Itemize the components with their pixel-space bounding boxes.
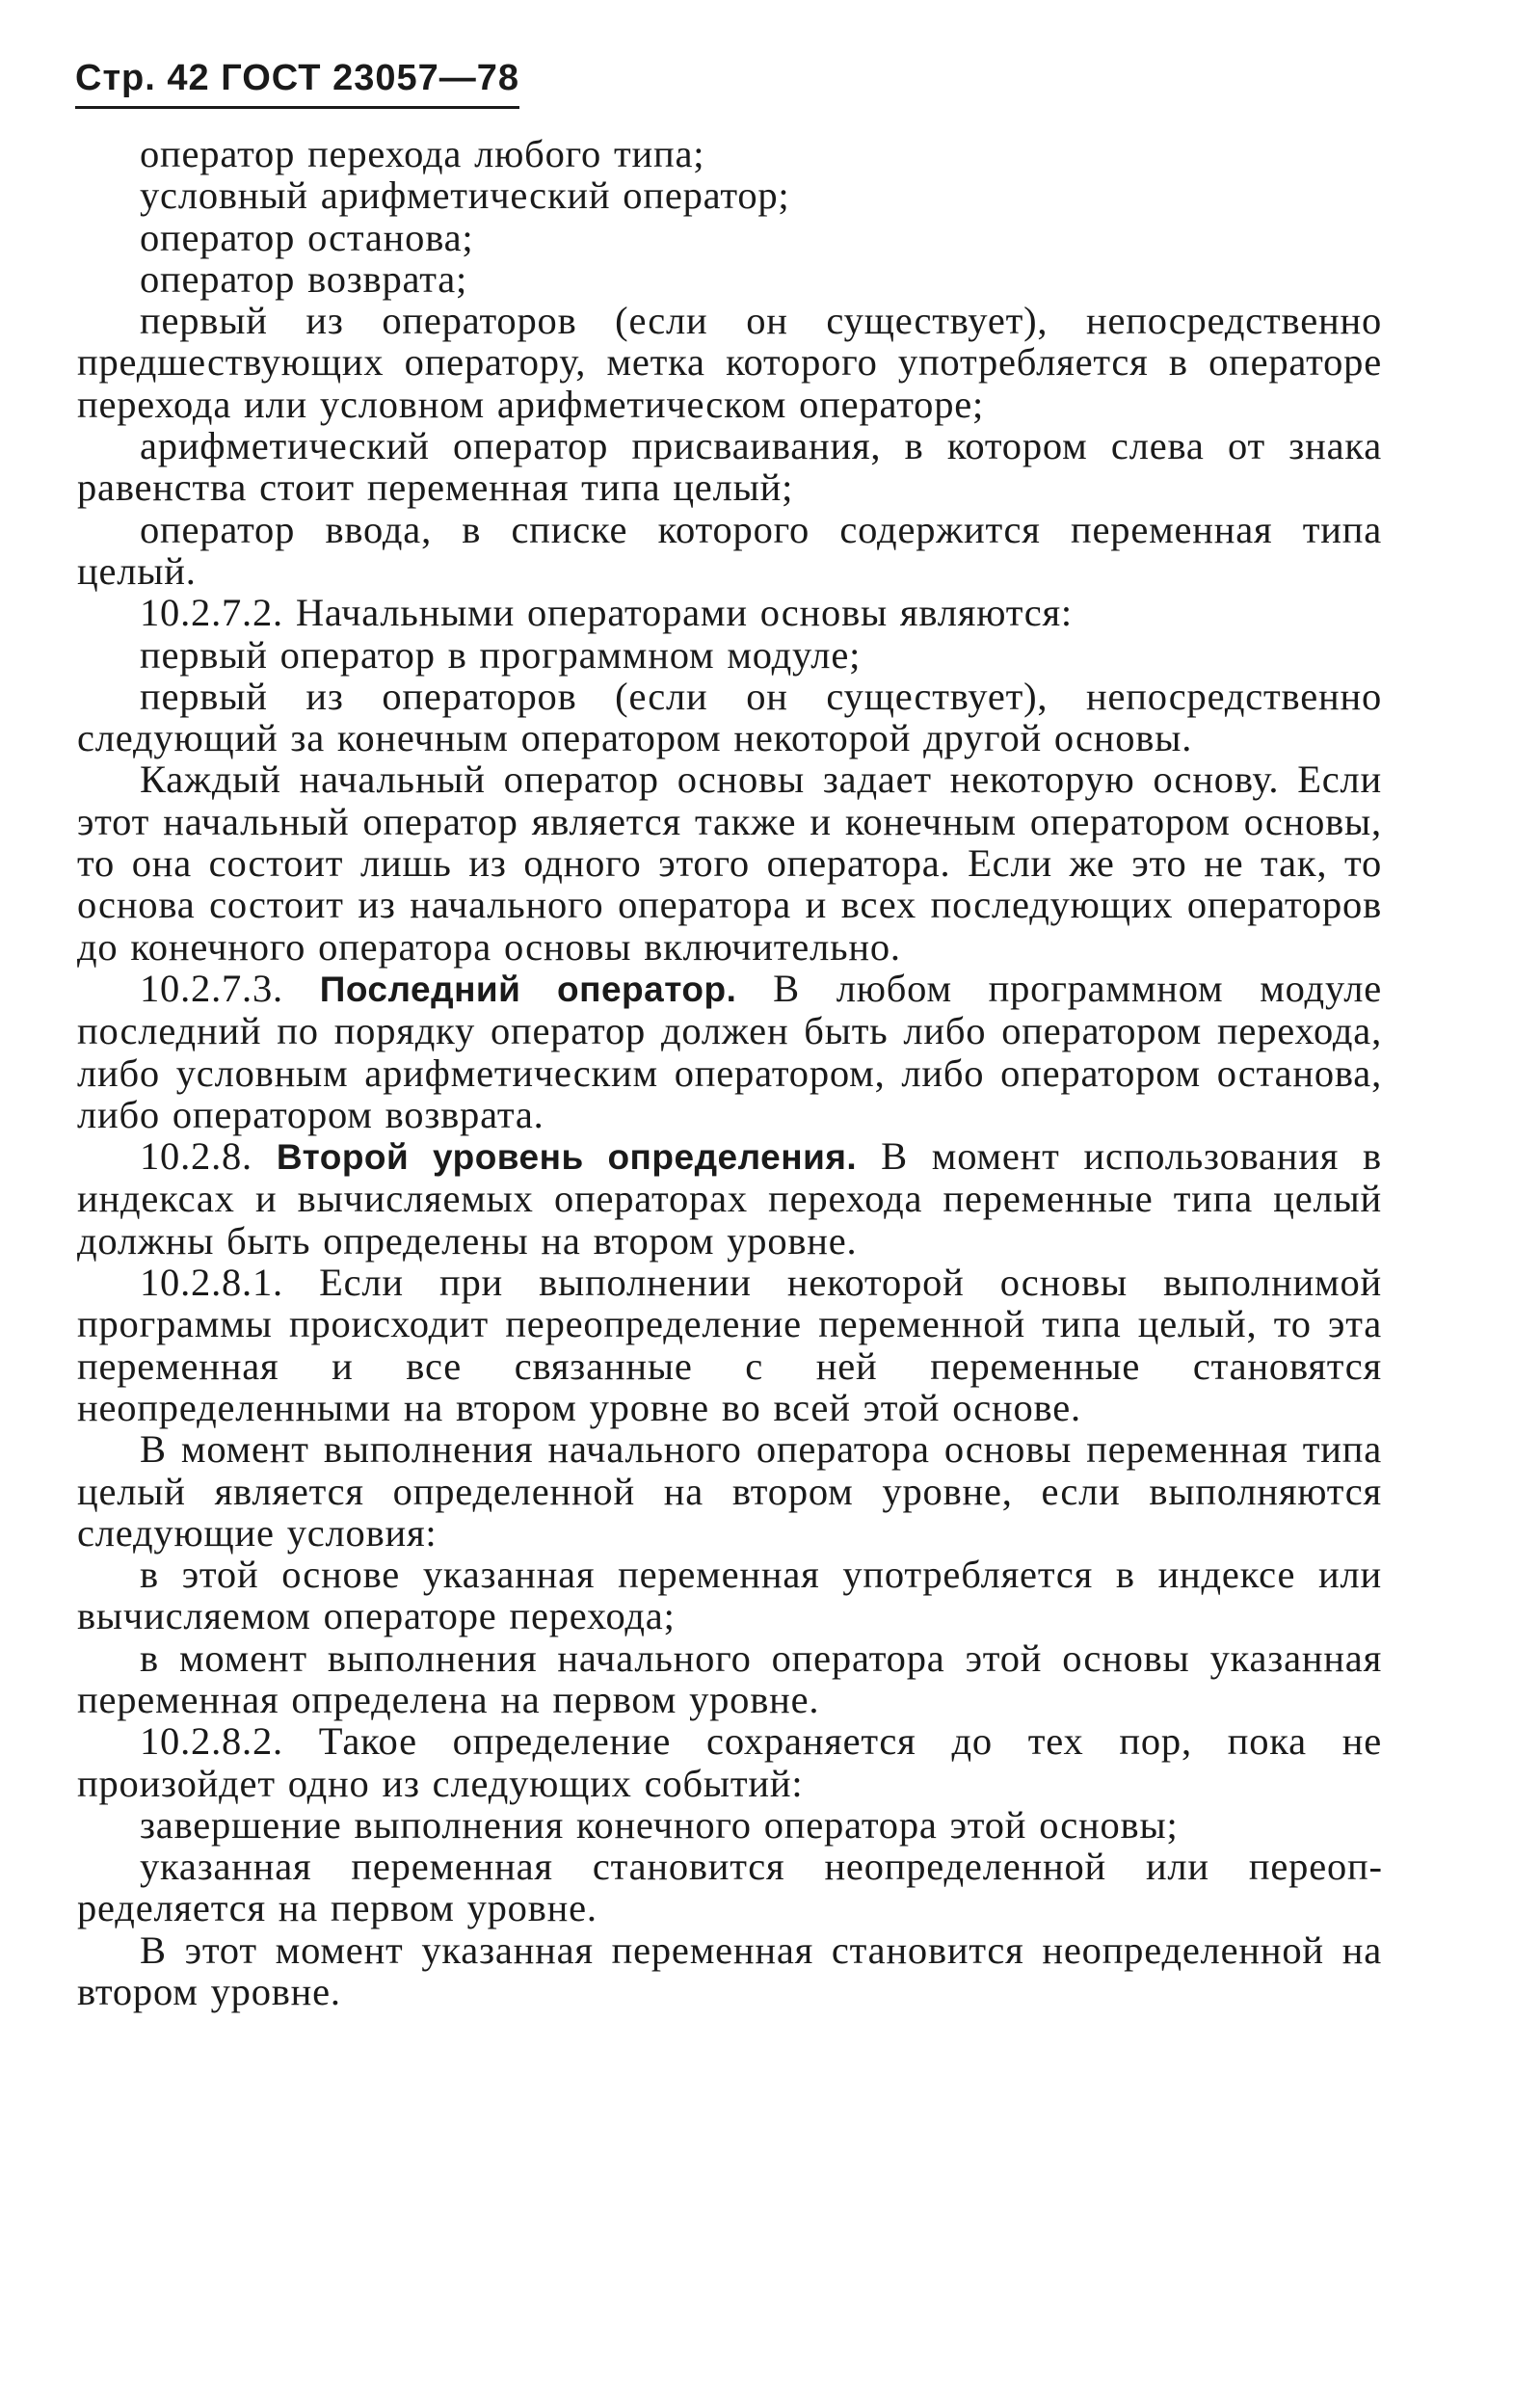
clause-number: 10.2.7.3.	[140, 966, 283, 1010]
paragraph: оператор останова;	[140, 215, 474, 259]
paragraph: В момент выполнения начального оператора основы переменная типа целый является определенной на втором уровне, если выполняются следующие условия:	[77, 1427, 1382, 1555]
paragraph: завершение выполнения конечного оператора этой основы;	[140, 1802, 1179, 1847]
paragraph: оператор возврата;	[140, 256, 468, 301]
body-text	[77, 133, 1382, 2012]
clause-heading: Второй уровень определения.	[276, 1137, 858, 1178]
paragraph-with-heading	[77, 968, 1382, 1135]
paragraph: 10.2.8.1. Если при выполнении некоторой основы выполнимой программы происходит переопределение переменной типа целый, то эта переменная и все связанные с ней переменные становятся неопределенными на втором уровне во всей этой основе.	[77, 1261, 1382, 1429]
paragraph: Каждый начальный оператор основы задает некоторую основу. Если этот начальный оператор является также и конечным оператором основы, то она состоит лишь из одного этого оператора. Если же это не так, то основа состоит из начального оператора и всех последующих операторов до конечного оператора основы включительно.	[77, 758, 1382, 969]
paragraph: 10.2.8.2. Такое определение сохраняется до тех пор, пока не произойдет одно из следующих событий:	[77, 1719, 1382, 1805]
paragraph: в момент выполнения начального оператора этой основы указанная переменная определена на первом уровне.	[77, 1635, 1382, 1721]
paragraph: в этой основе указанная переменная употребляется в индексе или вычисляемом операторе перехода;	[77, 1553, 1382, 1638]
clause-text: В любом программном модуле последний по порядку оператор должен быть либо оператором перехода, либо условным арифметическим оператором, либо оператором останова, либо оператором возврата.	[77, 966, 1382, 1136]
paragraph: первый оператор в программном модуле;	[140, 632, 862, 677]
paragraph: указанная переменная становится неопределенной или переопределяется на первом уровне.	[77, 1845, 1382, 1930]
paragraph: арифметический оператор присваивания, в котором слева от знака равенства стоит переменная типа целый;	[77, 424, 1382, 510]
running-head: Стр. 42 ГОСТ 23057—78	[75, 56, 519, 109]
paragraph: оператор перехода любого типа;	[140, 132, 705, 175]
paragraph-with-heading	[77, 1135, 1382, 1262]
paragraph: В этот момент указанная переменная становится неопределенной на втором уровне.	[77, 1928, 1382, 2014]
clause-heading: Последний оператор.	[319, 969, 737, 1009]
paragraph: оператор ввода, в списке которого содержится переменная типа целый.	[77, 507, 1382, 593]
paragraph: условный арифметический оператор;	[140, 173, 790, 218]
paragraph: первый из операторов (если он существует), непосредственно предшествующих оператору, метка которого употребляется в операторе перехода или условном арифметическом операторе;	[77, 299, 1382, 426]
clause-text: В момент использования в индексах и вычисляемых операторах перехода переменные типа целый должны быть определены на втором уровне.	[77, 1134, 1382, 1263]
paragraph: 10.2.7.2. Начальными операторами основы являются:	[140, 591, 1073, 635]
paragraph: первый из операторов (если он существует), непосредственно следующий за конечным оператором некоторой другой основы.	[77, 674, 1382, 760]
clause-number: 10.2.8.	[140, 1134, 252, 1179]
